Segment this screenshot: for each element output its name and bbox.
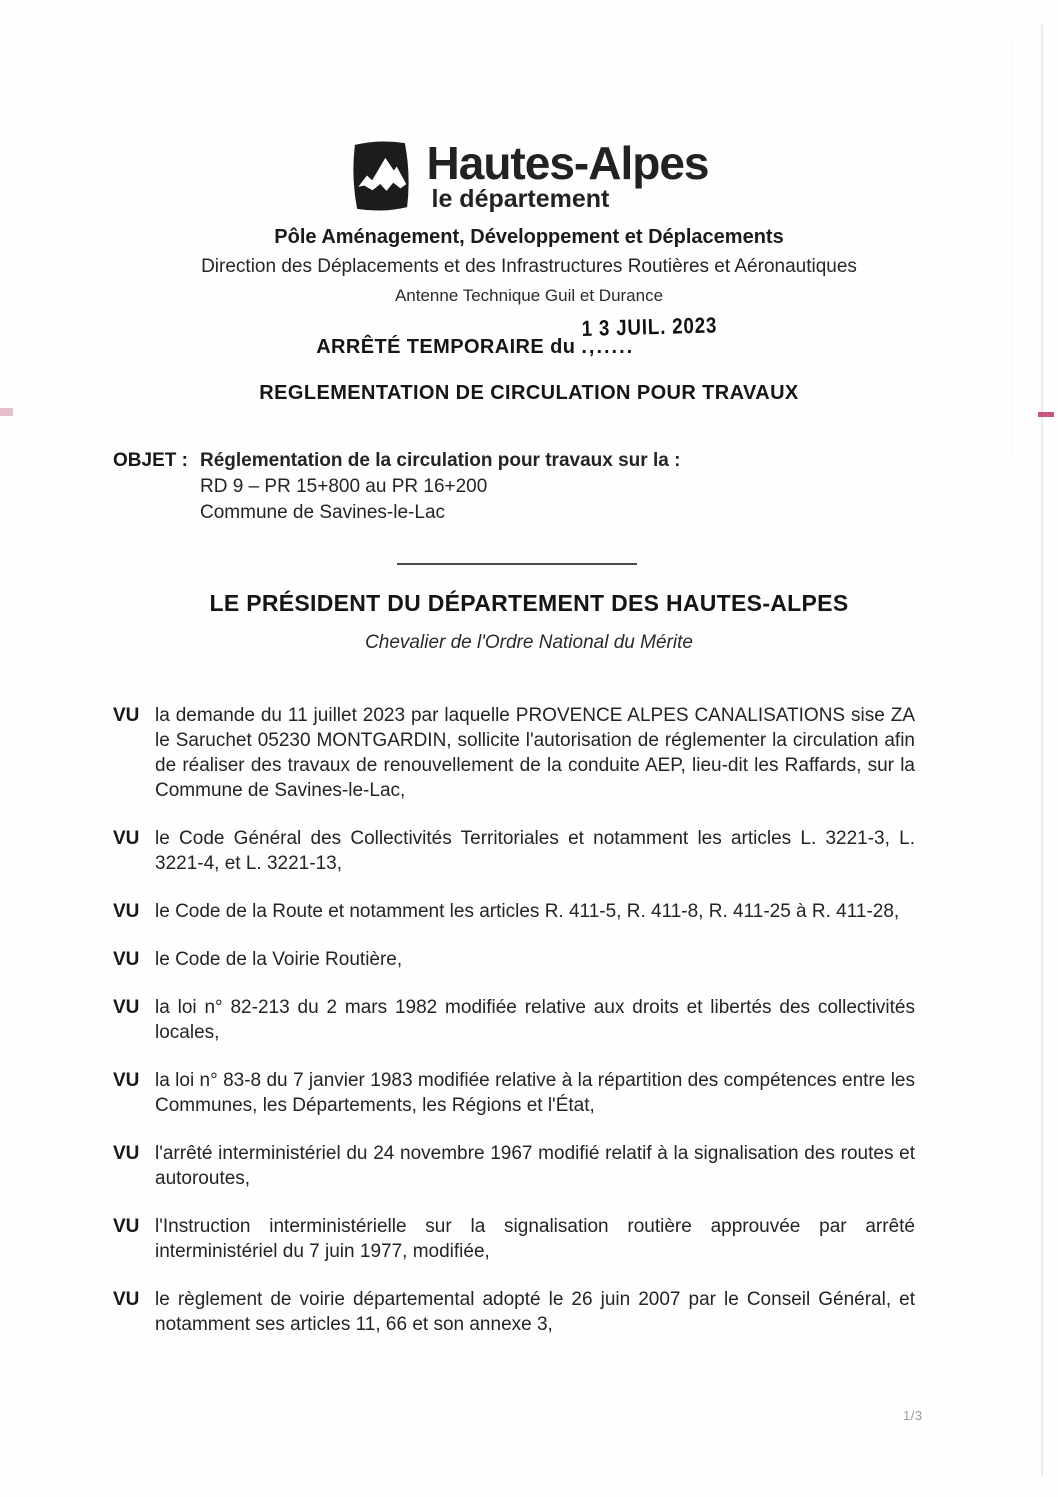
vu-clause-text: la loi n° 82-213 du 2 mars 1982 modifiée relative aux droits et libertés des collectivités locales, (155, 997, 915, 1043)
vu-clause (113, 1068, 915, 1118)
vu-clause-label: VU (113, 1070, 140, 1091)
vu-clause-label: VU (113, 949, 140, 970)
date-stamp: 1 3 JUIL. 2023 (581, 312, 718, 342)
letterhead-antenne: Antenne Technique Guil et Durance (394, 286, 664, 305)
vu-clause-text: l'arrêté interministériel du 24 novembre 1967 modifié relatif à la signalisation des routes et autoroutes, (155, 1143, 915, 1189)
president-title: LE PRÉSIDENT DU DÉPARTEMENT DES HAUTES-ALPES (209, 590, 849, 616)
logo-tagline: le département (431, 185, 610, 213)
document-subtitle: REGLEMENTATION DE CIRCULATION POUR TRAVAUX (259, 382, 799, 404)
vu-clause-text: le règlement de voirie départemental adopté le 26 juin 2007 par le Conseil Général, et notamment ses articles 11, 66 et son annexe 3, (155, 1289, 915, 1335)
vu-clause-text: le Code Général des Collectivités Territoriales et notamment les articles L. 3221-3, L. 3221-4, et L. 3221-13, (155, 828, 915, 874)
letterhead (0, 138, 1058, 306)
vu-clause-label: VU (113, 705, 140, 726)
objet-section (113, 448, 913, 526)
vu-clause (113, 1214, 915, 1264)
objet-line-1: Réglementation de la circulation pour travaux sur la : (200, 450, 681, 471)
letterhead-pole: Pôle Aménagement, Développement et Déplacements (274, 226, 784, 248)
vu-clause-label: VU (113, 901, 140, 922)
vu-clause (113, 826, 915, 876)
objet-line-2: RD 9 – PR 15+800 au PR 16+200 (200, 476, 488, 497)
vu-clause (113, 1287, 915, 1337)
section-divider (397, 563, 637, 565)
vu-clause-text: le Code de la Voirie Routière, (155, 949, 403, 970)
vu-clause-text: la loi n° 83-8 du 7 janvier 1983 modifiée relative à la répartition des compétences entre les Communes, les Départements, les Régions et l'État, (155, 1070, 915, 1116)
vu-clause (113, 703, 915, 803)
objet-line-3: Commune de Savines-le-Lac (200, 502, 446, 523)
president-subtitle: Chevalier de l'Ordre National du Mérite (365, 632, 693, 653)
red-registration-mark-left (0, 408, 13, 416)
logo-department-name: Hautes-Alpes (426, 137, 709, 189)
vu-clause-text: la demande du 11 juillet 2023 par laquelle PROVENCE ALPES CANALISATIONS sise ZA le Saruchet 05230 MONTGARDIN, sollicite l'autorisation de réglementer la circulation afin de réaliser des travaux de renouvellement de la conduite AEP, lieu-dit les Raffards, sur la Commune de Savines-le-Lac, (155, 705, 915, 801)
arrete-title-line (0, 312, 1058, 359)
red-registration-mark-right (1038, 412, 1054, 417)
vu-clause (113, 947, 915, 972)
vu-clause (113, 899, 915, 924)
objet-label: OBJET : (113, 450, 188, 471)
vu-clause-label: VU (113, 997, 140, 1018)
vu-clause-label: VU (113, 1143, 140, 1164)
vu-clause-label: VU (113, 1289, 140, 1310)
vu-clause (113, 1141, 915, 1191)
department-logo (0, 138, 1058, 214)
vu-clause-label: VU (113, 1216, 140, 1237)
dotted-date-line: .,..... (581, 336, 635, 358)
vu-clause-label: VU (113, 828, 140, 849)
mountain-logo-icon (350, 138, 412, 214)
page-number: 1/3 (903, 1408, 923, 1423)
vu-clause-text: le Code de la Route et notamment les articles R. 411-5, R. 411-8, R. 411-25 à R. 411-28, (155, 901, 900, 922)
vu-clause (113, 995, 915, 1045)
vu-clause-text: l'Instruction interministérielle sur la signalisation routière approuvée par arrêté interministériel du 7 juin 1977, modifiée, (155, 1216, 915, 1262)
arrete-title-text: ARRÊTÉ TEMPORAIRE du (316, 336, 576, 358)
document-title-block (0, 312, 1058, 405)
letterhead-direction: Direction des Déplacements et des Infrastructures Routières et Aéronautiques (201, 256, 857, 277)
president-section (0, 590, 1058, 654)
vu-clauses-list (113, 703, 915, 1360)
